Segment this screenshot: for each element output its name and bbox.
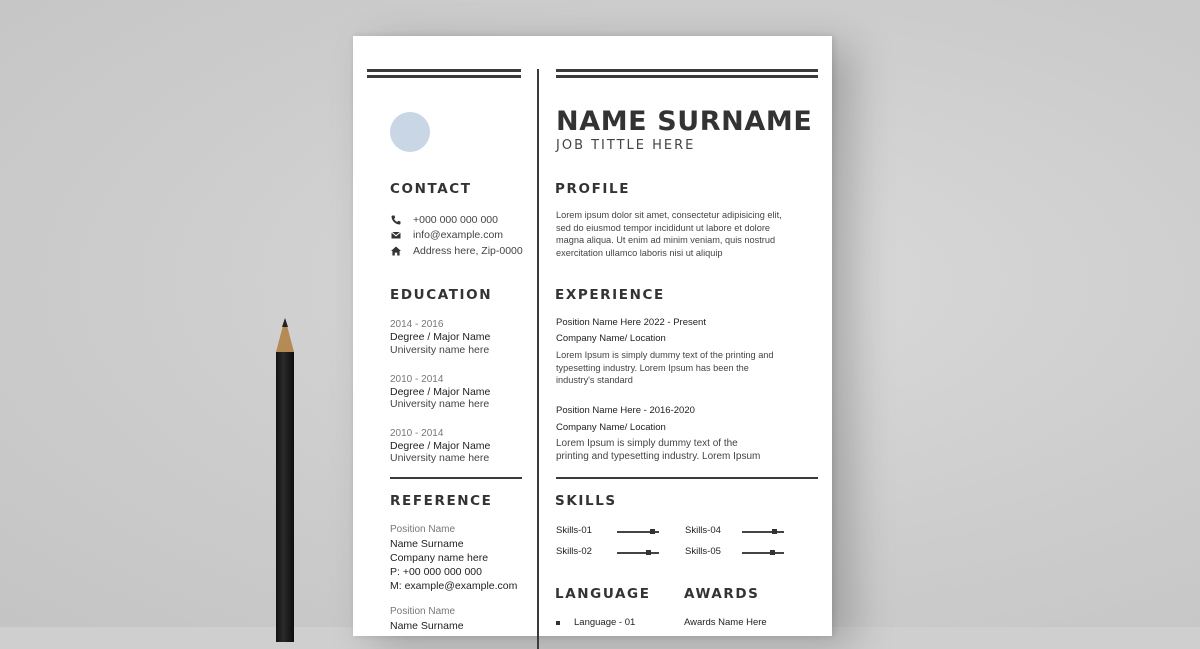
right-section-rule — [556, 477, 818, 479]
language-bullet — [556, 621, 560, 625]
home-icon — [390, 245, 402, 257]
profile-line: Lorem ipsum dolor sit amet, consectetur adipisicing elit, — [556, 210, 782, 220]
skill-label: Skills-01 — [556, 525, 592, 536]
education-heading: EDUCATION — [390, 287, 493, 303]
language-heading: LANGUAGE — [555, 586, 651, 602]
skills-heading: SKILLS — [555, 493, 617, 509]
reference-company: Company name here — [390, 552, 489, 564]
education-university: University name here — [390, 452, 490, 464]
language-item: Language - 01 — [574, 617, 636, 628]
education-degree: Degree / Major Name — [390, 331, 491, 343]
education-degree: Degree / Major Name — [390, 440, 491, 452]
experience-description — [556, 438, 796, 463]
left-top-double-rule — [367, 69, 521, 77]
skill-label: Skills-05 — [685, 546, 721, 557]
reference-name: Name Surname — [390, 538, 464, 550]
contact-address: Address here, Zip-0000 — [413, 245, 523, 257]
experience-line: typesetting industry. Lorem Ipsum has been the — [556, 362, 749, 373]
skill-label: Skills-02 — [556, 546, 592, 557]
skill-label: Skills-04 — [685, 525, 721, 536]
skill-knob — [770, 550, 775, 555]
education-years: 2010 - 2014 — [390, 428, 444, 439]
education-university: University name here — [390, 398, 490, 410]
left-section-rule — [390, 477, 522, 479]
right-top-double-rule — [556, 69, 818, 77]
job-title: JOB TITTLE HERE — [556, 138, 696, 153]
reference-position: Position Name — [390, 606, 456, 617]
profile-text — [556, 209, 796, 260]
experience-line: Lorem Ipsum is simply dummy text of the printing and — [556, 350, 774, 360]
experience-position: Position Name Here 2022 - Present — [556, 317, 706, 328]
awards-item: Awards Name Here — [684, 617, 767, 628]
awards-heading: AWARDS — [684, 586, 760, 602]
education-years: 2010 - 2014 — [390, 374, 444, 385]
column-divider — [537, 69, 539, 649]
experience-position: Position Name Here - 2016-2020 — [556, 405, 695, 416]
skill-knob — [772, 529, 777, 534]
experience-line: industry's standard — [556, 375, 633, 386]
skill-bar — [617, 552, 659, 554]
skill-knob — [646, 550, 651, 555]
contact-heading: CONTACT — [390, 181, 472, 197]
profile-line: exercitation ullamco laboris nisi ut aliquip — [556, 248, 723, 259]
reference-name: Name Surname — [390, 620, 464, 632]
experience-line: Lorem Ipsum is simply dummy text of the — [556, 438, 738, 449]
resume-paper — [353, 36, 832, 636]
profile-line: magna aliqua. Ut enim ad minim veniam, quis nostrud — [556, 235, 776, 246]
contact-phone: +000 000 000 000 — [413, 214, 498, 226]
reference-heading: REFERENCE — [390, 493, 493, 509]
pencil-body — [276, 352, 294, 642]
education-university: University name here — [390, 344, 490, 356]
experience-description — [556, 349, 796, 387]
pencil-image — [276, 318, 294, 638]
reference-position: Position Name — [390, 524, 456, 535]
contact-email: info@example.com — [413, 229, 504, 241]
reference-phone: P: +00 000 000 000 — [390, 566, 482, 578]
education-degree: Degree / Major Name — [390, 386, 491, 398]
resume-name: NAME SURNAME — [556, 106, 813, 137]
education-years: 2014 - 2016 — [390, 319, 444, 330]
experience-company: Company Name/ Location — [556, 422, 666, 433]
skill-knob — [650, 529, 655, 534]
phone-icon — [390, 214, 402, 226]
profile-heading: PROFILE — [555, 181, 631, 197]
experience-company: Company Name/ Location — [556, 333, 666, 344]
pencil-lead — [282, 318, 288, 327]
skill-bar — [742, 531, 784, 533]
profile-line: sed do eiusmod tempor incididunt ut labore et dolore — [556, 222, 770, 233]
mail-icon — [390, 229, 402, 241]
skill-bar — [617, 531, 659, 533]
avatar — [390, 112, 430, 152]
skill-bar — [742, 552, 784, 554]
experience-line: printing and typesetting industry. Lorem Ipsum — [556, 450, 761, 462]
experience-heading: EXPERIENCE — [555, 287, 665, 303]
reference-email: M: example@example.com — [390, 580, 518, 592]
